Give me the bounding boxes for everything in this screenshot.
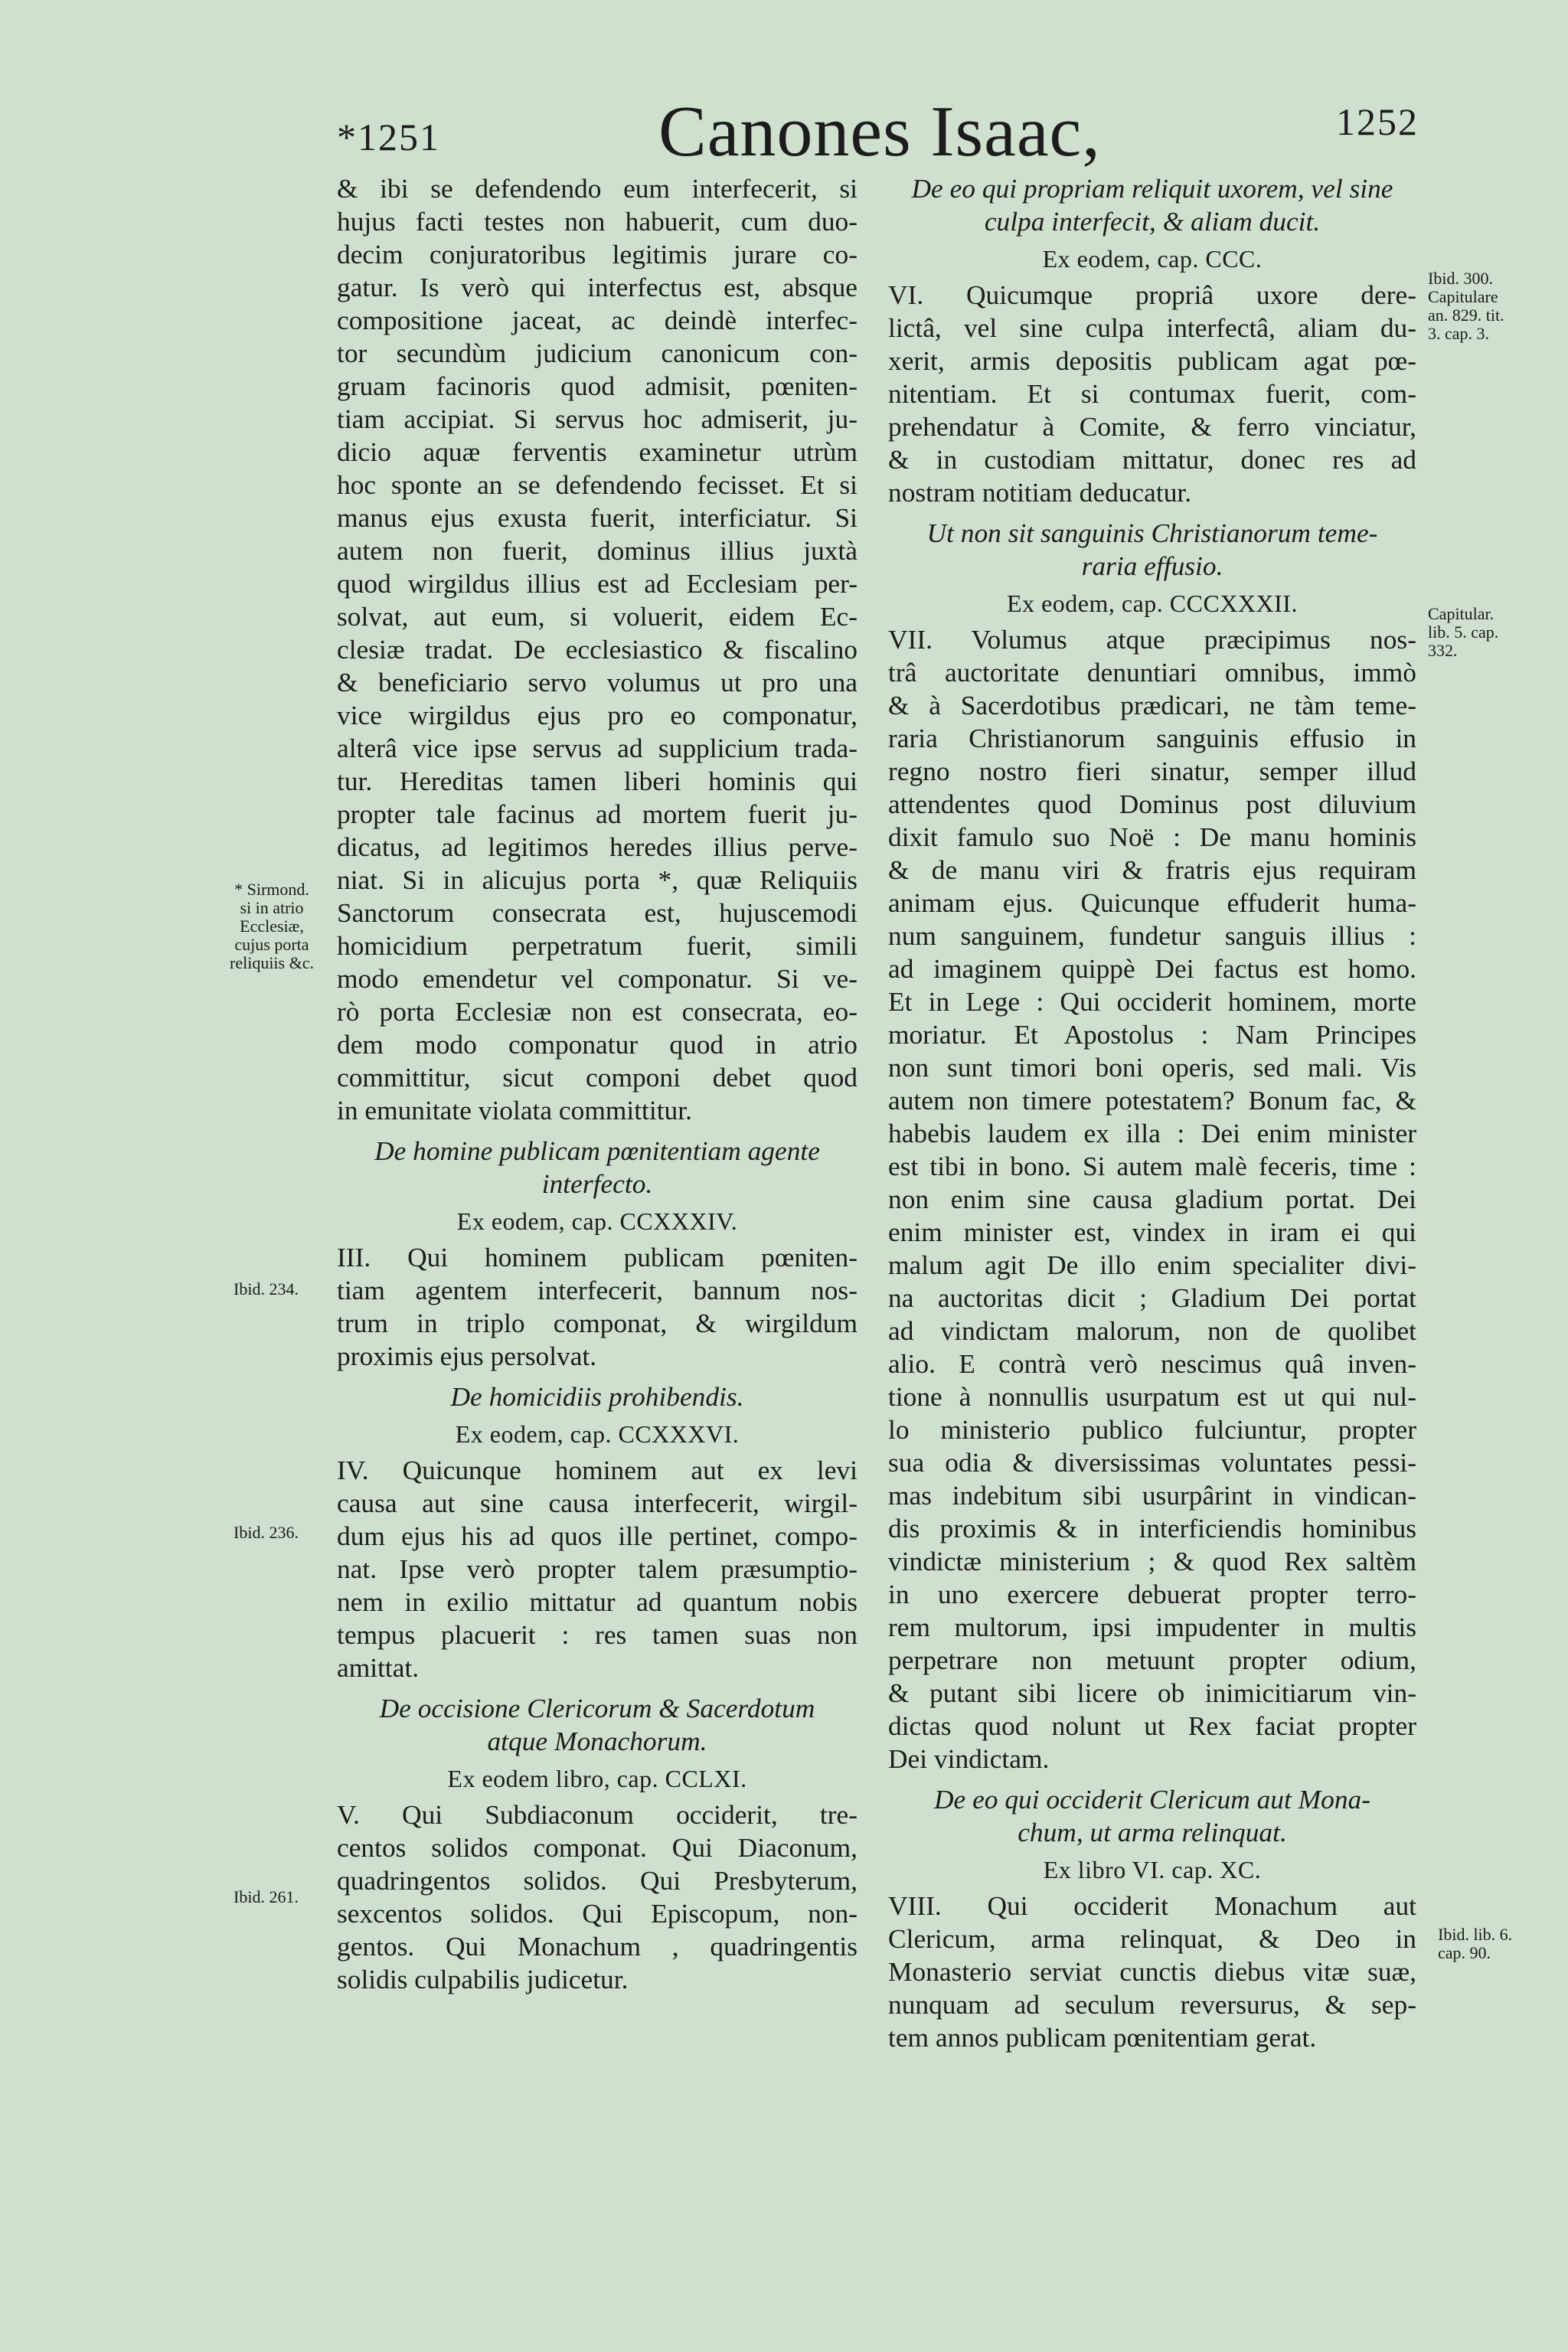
heading-section-7 <box>888 517 1416 583</box>
margin-note-ibid-lib6 <box>1438 1926 1512 1962</box>
text-section-8 <box>888 1890 1416 2054</box>
text-section-3 <box>337 1241 858 1373</box>
text-line: nem in exilio mittatur ad quantum nobis <box>337 1586 858 1617</box>
text-line: III. Qui hominem publicam pœniten- <box>337 1242 858 1272</box>
text-line: Sanctorum consecrata est, hujuscemodi <box>337 897 858 928</box>
heading-section-4 <box>337 1380 858 1413</box>
text-line: num sanguinem, fundetur sanguis illius : <box>888 920 1416 951</box>
text-line: Ibid. lib. 6. <box>1438 1925 1513 1944</box>
text-line: mas indebitum sibi usurpârint in vindican- <box>888 1480 1416 1511</box>
margin-note-sirmond <box>214 880 329 972</box>
right-column <box>888 172 1416 2054</box>
text-line: & à Sacerdotibus prædicari, ne tàm teme- <box>888 690 1416 720</box>
text-line: dem modo componatur quod in atrio <box>337 1029 858 1060</box>
text-line: vice wirgildus ejus pro eo componatur, <box>337 700 858 730</box>
text-line: & in custodiam mittatur, donec res ad <box>888 444 1416 475</box>
source-section-7: Ex eodem, cap. CCCXXXII. <box>1007 590 1298 617</box>
left-column <box>337 172 858 1996</box>
text-line: compositione jaceat, ac deindè interfec- <box>337 305 858 335</box>
text-line: est tibi in bono. Si autem malè feceris, time : <box>888 1151 1416 1181</box>
heading-section-6 <box>888 172 1416 238</box>
text-line: nat. Ipse verò propter talem præsumptio- <box>337 1553 858 1584</box>
text-line: & beneficiario servo volumus ut pro una <box>337 667 858 697</box>
source-section-4: Ex eodem, cap. CCXXXVI. <box>455 1420 740 1448</box>
text-line: rò porta Ecclesiæ non est consecrata, eo- <box>337 996 858 1027</box>
text-line: ad imaginem quippè Dei factus est homo. <box>888 953 1416 984</box>
text-line: ad vindictam malorum, non de quolibet <box>888 1315 1416 1346</box>
text-line: solidis culpabilis judicetur. <box>337 1964 629 1994</box>
text-line: nunquam ad seculum reversurus, & sep- <box>888 1989 1416 2020</box>
margin-note-ibid-234 <box>234 1280 299 1298</box>
text-line: dixit famulo suo Noë : De manu hominis <box>888 822 1416 852</box>
text-section-4 <box>337 1454 858 1684</box>
text-line: De occisione Clericorum & Sacerdotum <box>379 1693 815 1723</box>
text-line: De eo qui occiderit Clericum aut Mona- <box>933 1784 1371 1815</box>
text-line: De homicidiis prohibendis. <box>450 1381 744 1412</box>
source-section-5: Ex eodem libro, cap. CCLXI. <box>447 1765 747 1792</box>
text-section-7 <box>888 623 1416 1775</box>
text-line: V. Qui Subdiaconum occiderit, tre- <box>337 1799 858 1830</box>
text-line: alterâ vice ipse servus ad supplicium trada- <box>337 733 858 763</box>
text-line: trâ auctoritate denuntiari omnibus, immò <box>888 657 1416 688</box>
text-line: chum, ut arma relinquat. <box>1018 1817 1287 1847</box>
margin-note-capitular <box>1428 605 1498 660</box>
text-line: in emunitate violata committitur. <box>337 1095 692 1125</box>
margin-note-ibid-300 <box>1428 270 1504 343</box>
text-line: tor secundùm judicium canonicum con- <box>337 338 858 368</box>
text-line: cap. 90. <box>1438 1943 1491 1962</box>
text-line: Ibid. 236. <box>234 1523 299 1542</box>
text-line: tione à nonnullis usurpatum est ut qui nul- <box>888 1381 1416 1412</box>
right-page-number: 1252 <box>1336 100 1419 143</box>
text-line: gatur. Is verò qui interfectus est, absque <box>337 272 858 302</box>
text-line: hujus facti testes non habuerit, cum duo- <box>337 206 858 237</box>
text-line: sua odia & diversissimas voluntates pessi- <box>888 1447 1416 1478</box>
text-line: & ibi se defendendo eum interfecerit, si <box>337 173 858 204</box>
text-line: vindictæ ministerium ; & quod Rex saltèm <box>888 1546 1416 1576</box>
text-line: lo ministerio publico fulciuntur, propter <box>888 1414 1416 1445</box>
text-line: solvat, aut eum, si voluerit, eidem Ec- <box>337 601 858 632</box>
text-line: & putant sibi licere ob inimicitiarum vin- <box>888 1677 1416 1708</box>
text-line: modo emendetur vel componatur. Si ve- <box>337 963 858 994</box>
page-header <box>0 77 1568 172</box>
text-line: VI. Quicumque propriâ uxore dere- <box>888 279 1416 310</box>
text-section-6 <box>888 279 1416 509</box>
source-section-8: Ex libro VI. cap. XC. <box>1043 1856 1262 1883</box>
text-line: niat. Si in alicujus porta *, quæ Reliquiis <box>337 864 858 895</box>
text-line: trum in triplo componat, & wirgildum <box>337 1308 858 1338</box>
text-line: Dei vindictam. <box>888 1743 1050 1774</box>
text-line: gruam facinoris quod admisit, pœniten- <box>337 371 858 401</box>
text-line: proximis ejus persolvat. <box>337 1341 597 1371</box>
heading-section-8 <box>888 1783 1416 1849</box>
text-line: & de manu viri & fratris ejus requiram <box>888 854 1416 885</box>
text-line: habebis laudem ex illa : Dei enim minister <box>888 1118 1416 1148</box>
text-line: Et in Lege : Qui occiderit hominem, morte <box>888 986 1416 1017</box>
text-line: tur. Hereditas tamen liberi hominis qui <box>337 766 858 796</box>
text-line: 3. cap. 3. <box>1428 324 1490 343</box>
text-line: propter tale facinus ad mortem fuerit ju- <box>337 799 858 829</box>
text-line: interfecto. <box>541 1168 653 1199</box>
margin-note-ibid-261 <box>234 1888 299 1906</box>
text-line: perpetrare non metuunt propter odium, <box>888 1645 1416 1675</box>
running-title: Canones Isaac, <box>658 92 1101 172</box>
text-line: De homine publicam pœnitentiam agente <box>374 1135 820 1166</box>
heading-section-3 <box>337 1135 858 1200</box>
left-text-continuation <box>337 172 858 1127</box>
text-line: decim conjuratoribus legitimis jurare co- <box>337 239 858 270</box>
text-line: Ut non sit sanguinis Christianorum teme- <box>926 518 1378 548</box>
text-line: dum ejus his ad quos ille pertinet, compo- <box>337 1521 858 1551</box>
text-line: tiam agentem interfecerit, bannum nos- <box>337 1275 858 1305</box>
text-line: xerit, armis depositis publicam agat pœ- <box>888 345 1416 376</box>
source-section-6: Ex eodem, cap. CCC. <box>1042 245 1263 273</box>
text-line: centos solidos componat. Qui Diaconum, <box>337 1832 858 1863</box>
heading-section-5 <box>337 1692 858 1758</box>
text-line: reliquiis &c. <box>230 953 314 972</box>
text-line: malum agit De illo enim specialiter divi- <box>888 1250 1416 1280</box>
text-line: De eo qui propriam reliquit uxorem, vel sine <box>911 173 1393 204</box>
text-line: committitur, sicut componi debet quod <box>337 1062 858 1093</box>
text-line: Capitulare <box>1428 287 1498 306</box>
text-line: dis proximis & in interficiendis hominibus <box>888 1513 1416 1544</box>
text-line: animam ejus. Quicunque effuderit huma- <box>888 887 1416 918</box>
text-line: regno nostro fieri sinatur, semper illud <box>888 756 1416 786</box>
text-line: attendentes quod Dominus post diluvium <box>888 789 1416 819</box>
text-line: lib. 5. cap. <box>1428 622 1499 642</box>
text-line: manus ejus exusta fuerit, interficiatur. Si <box>337 502 858 533</box>
text-line: quod wirgildus illius est ad Ecclesiam per- <box>337 568 858 599</box>
text-line: atque Monachorum. <box>487 1726 707 1756</box>
text-line: clesiæ tradat. De ecclesiastico & fiscalino <box>337 634 858 665</box>
text-line: autem non timere potestatem? Bonum fac, & <box>888 1085 1416 1116</box>
text-line: rem multorum, ipsi impudenter in multis <box>888 1612 1416 1642</box>
text-line: in uno exercere debuerat propter terro- <box>888 1579 1416 1609</box>
text-line: lictâ, vel sine culpa interfectâ, aliam du- <box>888 312 1416 343</box>
left-page-number: *1251 <box>337 116 440 158</box>
text-line: an. 829. tit. <box>1428 305 1504 325</box>
text-line: dicio aquæ ferventis examinetur utrùm <box>337 436 858 467</box>
text-line: * Sirmond. <box>234 880 309 899</box>
text-line: non sunt timori boni operis, sed mali. Vis <box>888 1052 1416 1083</box>
text-line: alio. E contrà verò nescimus quâ inven- <box>888 1348 1416 1379</box>
text-section-5 <box>337 1798 858 1996</box>
text-line: quadringentos solidos. Qui Presbyterum, <box>337 1865 858 1896</box>
text-line: gentos. Qui Monachum , quadringentis <box>337 1931 858 1962</box>
text-line: prehendatur à Comite, & ferro vinciatur, <box>888 411 1416 442</box>
text-line: Ecclesiæ, <box>240 916 304 936</box>
text-line: Ibid. 234. <box>234 1279 299 1298</box>
text-line: Capitular. <box>1428 604 1494 623</box>
text-line: causa aut sine causa interfecerit, wirgil- <box>337 1488 858 1518</box>
text-line: si in atrio <box>240 898 304 917</box>
text-line: dicatus, ad legitimos heredes illius perve- <box>337 831 858 862</box>
text-line: enim minister est, vindex in iram ei qui <box>888 1217 1416 1247</box>
text-line: na auctoritas dicit ; Gladium Dei portat <box>888 1282 1416 1313</box>
text-line: Monasterio serviat cunctis diebus vitæ suæ, <box>888 1956 1416 1987</box>
text-line: nostram notitiam deducatur. <box>888 477 1192 508</box>
text-line: raria Christianorum sanguinis effusio in <box>888 723 1416 753</box>
text-line: amittat. <box>337 1652 420 1683</box>
text-line: tempus placuerit : res tamen suas non <box>337 1619 858 1650</box>
text-line: tiam accipiat. Si servus hoc admiserit, ju- <box>337 403 858 434</box>
text-line: homicidium perpetratum fuerit, simili <box>337 930 858 961</box>
text-line: autem non fuerit, dominus illius juxtà <box>337 535 858 566</box>
text-line: 332. <box>1428 641 1458 660</box>
text-line: Ibid. 300. <box>1428 269 1493 288</box>
text-line: Ibid. 261. <box>234 1887 299 1906</box>
text-line: hoc sponte an se defendendo fecisset. Et si <box>337 469 858 500</box>
text-line: sexcentos solidos. Qui Episcopum, non- <box>337 1898 858 1929</box>
source-section-3: Ex eodem, cap. CCXXXIV. <box>456 1207 738 1235</box>
text-line: dictas quod nolunt ut Rex faciat propter <box>888 1710 1416 1741</box>
text-line: nitentiam. Et si contumax fuerit, com- <box>888 378 1416 409</box>
text-line: culpa interfecit, & aliam ducit. <box>984 206 1321 237</box>
margin-note-ibid-236 <box>234 1524 299 1542</box>
text-line: cujus porta <box>234 935 309 954</box>
text-line: VIII. Qui occiderit Monachum aut <box>888 1890 1416 1921</box>
text-line: moriatur. Et Apostolus : Nam Principes <box>888 1019 1416 1050</box>
text-line: IV. Quicunque hominem aut ex levi <box>337 1455 858 1485</box>
text-line: VII. Volumus atque præcipimus nos- <box>888 624 1416 655</box>
text-line: raria effusio. <box>1081 550 1223 581</box>
text-line: tem annos publicam pœnitentiam gerat. <box>888 2022 1317 2053</box>
text-line: non enim sine causa gladium portat. Dei <box>888 1184 1416 1214</box>
text-line: Clericum, arma relinquat, & Deo in <box>888 1923 1416 1954</box>
